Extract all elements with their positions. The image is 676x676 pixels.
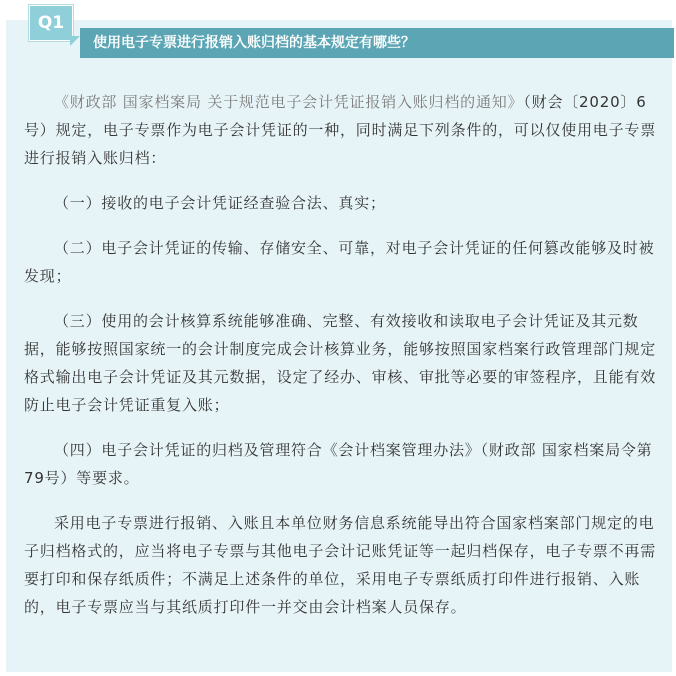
notice-title: 《财政部 国家档案局 关于规范电子会计凭证报销入账归档的通知》 (54, 93, 524, 111)
intro-text: （财会〔2020〕6号）规定，电子专票作为电子会计凭证的一种，同时满足下列条件的，可以仅使用电子专票进行报销入账归档： (24, 93, 657, 167)
conclusion-paragraph: 采用电子专票进行报销、入账且本单位财务信息系统能导出符合国家档案部门规定的电子归档格式的，应当将电子专票与其他电子会计记账凭证等一起归档保存，电子专票不再需要打印和保存纸质件；不满足上述条件的单位，采用电子专票纸质打印件进行报销、入账的，电子专票应当与其纸质打印件一并交由会计档案人员保存。 (24, 514, 657, 616)
condition-3: （三）使用的会计核算系统能够准确、完整、有效接收和读取电子会计凭证及其元数据，能够按照国家统一的会计制度完成会计核算业务，能够按照国家档案行政管理部门规定格式输出电子会计凭证及其元数据，设定了经办、审核、审批等必要的审签程序，且能有效防止电子会计凭证重复入账； (24, 312, 657, 414)
badge-tail (70, 36, 80, 46)
intro-paragraph (24, 88, 666, 172)
condition-4: （四）电子会计凭证的归档及管理符合《会计档案管理办法》（财政部 国家档案局令第79号）等要求。 (24, 441, 653, 487)
answer-body (24, 88, 666, 638)
condition-2: （二）电子会计凭证的传输、存储安全、可靠，对电子会计凭证的任何篡改能够及时被发现； (24, 239, 655, 285)
condition-1: （一）接收的电子会计凭证经查验合法、真实； (54, 194, 386, 212)
question-number-badge: Q1 (30, 6, 72, 40)
question-title: 使用电子专票进行报销入账归档的基本规定有哪些？ (93, 35, 415, 51)
